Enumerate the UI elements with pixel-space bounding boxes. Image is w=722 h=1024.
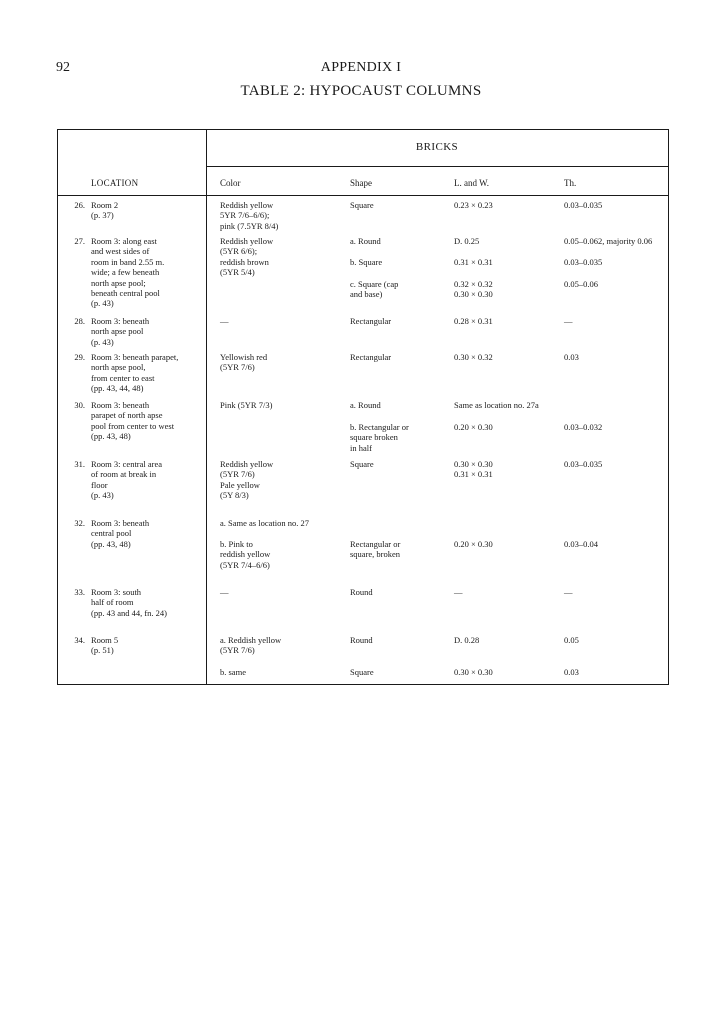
- th-cell: 0.03–0.035: [564, 200, 603, 210]
- color-cell: Reddish yellow (5YR 7/6) Pale yellow (5Y 8/3): [220, 459, 274, 501]
- row-number: 29.: [74, 352, 85, 362]
- lw-cell: Same as location no. 27a: [454, 400, 539, 410]
- table-title: TABLE 2: HYPOCAUST COLUMNS: [240, 83, 482, 99]
- th-cell: 0.03: [564, 352, 579, 362]
- color-cell: a. Same as location no. 27: [220, 518, 309, 528]
- lw-cell: D. 0.28: [454, 635, 480, 645]
- lw-cell: D. 0.25: [454, 236, 480, 246]
- shape-cell: Rectangular: [350, 352, 392, 362]
- lw-cell: 0.30 × 0.30: [454, 667, 493, 677]
- location-cell: Room 3: beneath parapet, north apse pool, from center to east (pp. 43, 44, 48): [91, 352, 179, 394]
- row-number: 30.: [74, 400, 85, 410]
- row-number: 34.: [74, 635, 85, 645]
- lw-cell: 0.23 × 0.23: [454, 200, 493, 210]
- row-number: 27.: [74, 236, 85, 246]
- row-number: 26.: [74, 200, 85, 210]
- lw-cell: 0.30 × 0.32: [454, 352, 493, 362]
- th-cell: 0.03–0.035: [564, 459, 603, 469]
- row-number: 33.: [74, 587, 85, 597]
- shape-cell: Square: [350, 200, 374, 210]
- shape-cell: Square: [350, 459, 374, 469]
- lw-cell: 0.20 × 0.30: [454, 539, 493, 549]
- color-cell: Yellowish red (5YR 7/6): [220, 352, 268, 373]
- color-cell: Reddish yellow (5YR 6/6); reddish brown (5YR 5/4): [220, 236, 274, 278]
- shape-cell: b. Square: [350, 257, 383, 267]
- lw-cell: —: [454, 587, 463, 597]
- color-cell: a. Reddish yellow (5YR 7/6): [220, 635, 282, 656]
- shape-cell: b. Rectangular or square broken in half: [350, 422, 409, 453]
- location-cell: Room 3: along east and west sides of room in band 2.55 m. wide; a few beneath north apse pool; beneath central pool (p. 43): [91, 236, 165, 309]
- color-cell: Reddish yellow 5YR 7/6–6/6); pink (7.5YR 8/4): [220, 200, 279, 231]
- lw-cell: 0.31 × 0.31: [454, 257, 493, 267]
- location-column-header: LOCATION: [91, 178, 139, 188]
- shape-cell: Rectangular: [350, 316, 392, 326]
- row-number: 32.: [74, 518, 85, 528]
- color-cell: Pink (5YR 7/3): [220, 400, 273, 410]
- th-cell: —: [564, 587, 573, 597]
- th-cell: 0.03–0.04: [564, 539, 598, 549]
- row-number: 28.: [74, 316, 85, 326]
- page-number: 92: [56, 60, 70, 75]
- th-cell: —: [564, 316, 573, 326]
- location-cell: Room 2 (p. 37): [91, 200, 119, 221]
- th-cell: 0.05–0.062, majority 0.06: [564, 236, 653, 246]
- color-cell: b. same: [220, 667, 246, 677]
- lw-cell: 0.30 × 0.30 0.31 × 0.31: [454, 459, 493, 480]
- shape-cell: a. Round: [350, 400, 381, 410]
- lw-cell: 0.32 × 0.32 0.30 × 0.30: [454, 279, 493, 300]
- shape-cell: Round: [350, 635, 373, 645]
- location-cell: Room 3: central area of room at break in floor (p. 43): [91, 459, 163, 501]
- appendix-heading: APPENDIX I: [320, 60, 402, 75]
- shape-column-header: Shape: [350, 178, 372, 188]
- shape-cell: Rectangular or square, broken: [350, 539, 401, 560]
- color-cell: —: [220, 316, 229, 326]
- th-cell: 0.05–0.06: [564, 279, 598, 289]
- shape-cell: Round: [350, 587, 373, 597]
- shape-cell: a. Round: [350, 236, 381, 246]
- th-column-header: Th.: [564, 178, 577, 188]
- lw-cell: 0.28 × 0.31: [454, 316, 493, 326]
- color-cell: b. Pink to reddish yellow (5YR 7/4–6/6): [220, 539, 271, 570]
- column-divider: [206, 130, 207, 684]
- lw-cell: 0.20 × 0.30: [454, 422, 493, 432]
- shape-cell: Square: [350, 667, 374, 677]
- bricks-group-header: BRICKS: [415, 141, 459, 153]
- color-cell: —: [220, 587, 229, 597]
- location-cell: Room 3: beneath parapet of north apse pool from center to west (pp. 43, 48): [91, 400, 175, 442]
- shape-cell: c. Square (cap and base): [350, 279, 399, 300]
- th-cell: 0.03–0.032: [564, 422, 603, 432]
- row-number: 31.: [74, 459, 85, 469]
- location-cell: Room 3: beneath central pool (pp. 43, 48): [91, 518, 150, 549]
- header-divider: [58, 195, 668, 196]
- lw-column-header: L. and W.: [454, 178, 489, 188]
- th-cell: 0.05: [564, 635, 579, 645]
- bricks-divider: [206, 166, 668, 167]
- color-column-header: Color: [220, 178, 241, 188]
- hypocaust-table: [57, 129, 669, 685]
- location-cell: Room 3: beneath north apse pool (p. 43): [91, 316, 150, 347]
- th-cell: 0.03: [564, 667, 579, 677]
- location-cell: Room 3: south half of room (pp. 43 and 44, fn. 24): [91, 587, 168, 618]
- location-cell: Room 5 (p. 51): [91, 635, 119, 656]
- th-cell: 0.03–0.035: [564, 257, 603, 267]
